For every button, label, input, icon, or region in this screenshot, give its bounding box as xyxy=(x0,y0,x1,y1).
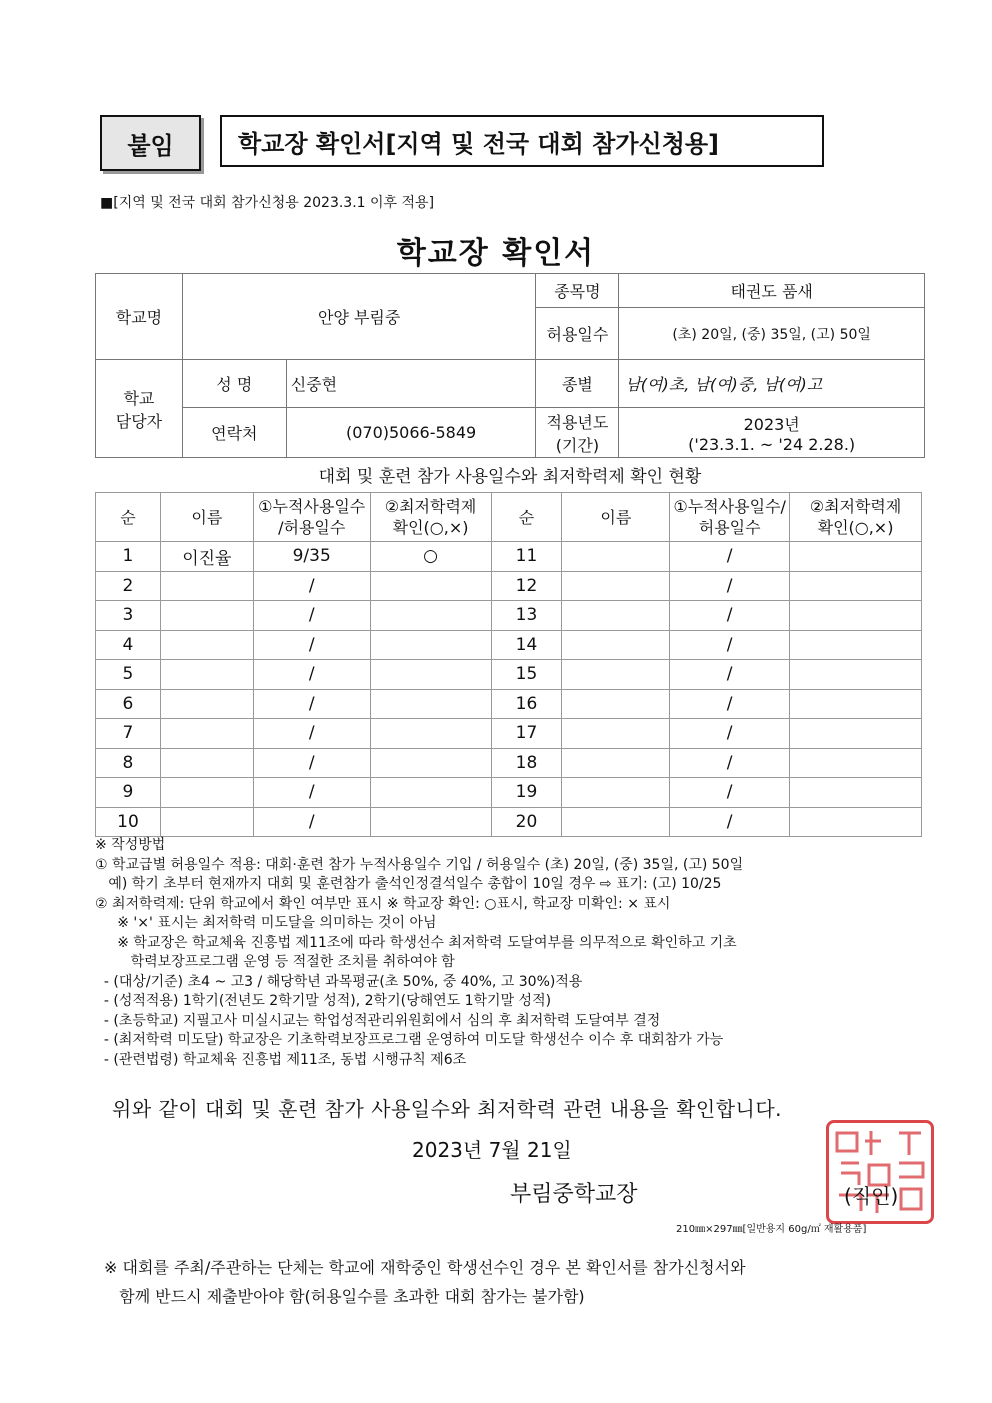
row-no-right: 13 xyxy=(491,601,562,631)
info-table xyxy=(95,273,925,458)
col-days-right-line2: 허용일수 xyxy=(698,518,761,537)
row-no-right: 16 xyxy=(491,689,562,719)
col-min-right-line1: ②최저학력제 xyxy=(809,497,902,516)
row-no-right: 12 xyxy=(491,571,562,601)
row-no: 8 xyxy=(96,748,161,778)
manager-label xyxy=(96,360,183,458)
col-days-line2: /허용일수 xyxy=(278,518,346,537)
row-no: 3 xyxy=(96,601,161,631)
allowed-days-label: 허용일수 xyxy=(536,308,619,360)
row-days-right: / xyxy=(670,601,790,631)
col-min-line2: 확인(○,×) xyxy=(392,518,469,537)
row-no: 6 xyxy=(96,689,161,719)
instruction-line: 예) 학기 초부터 현재까지 대회 및 훈련참가 출석인정결석일수 총합이 10일 경우 ⇨ 표기: (고) 10/25 xyxy=(95,876,722,892)
row-no: 2 xyxy=(96,571,161,601)
col-min-line1: ②최저학력제 xyxy=(384,497,477,516)
row-days: / xyxy=(253,601,370,631)
row-min xyxy=(370,807,491,837)
manager-name-label: 성 명 xyxy=(182,360,286,408)
col-min-right xyxy=(790,493,922,542)
row-name-right xyxy=(562,689,670,719)
col-days-right-line1: ①누적사용일수/ xyxy=(673,497,786,516)
participation-table xyxy=(95,492,922,837)
row-name xyxy=(160,571,253,601)
row-min xyxy=(370,778,491,808)
manager-label-line2: 담당자 xyxy=(115,411,163,431)
manager-name-value: 신중현 xyxy=(286,360,536,408)
period-label-line1: 적용년도 xyxy=(546,412,609,432)
row-days-right: / xyxy=(670,719,790,749)
row-name-right xyxy=(562,807,670,837)
row-days: / xyxy=(253,807,370,837)
row-min-right xyxy=(790,571,922,601)
row-name-right xyxy=(562,542,670,572)
table-row xyxy=(96,660,922,690)
applicability-note: ■[지역 및 전국 대회 참가신청용 2023.3.1 이후 적용] xyxy=(100,195,435,211)
table-row xyxy=(96,719,922,749)
row-min-right xyxy=(790,719,922,749)
event-value: 태권도 품새 xyxy=(619,274,925,308)
row-name xyxy=(160,778,253,808)
row-days: / xyxy=(253,748,370,778)
row-min-right xyxy=(790,630,922,660)
row-no-right: 20 xyxy=(491,807,562,837)
row-min-right xyxy=(790,542,922,572)
gender-label: 종별 xyxy=(536,360,619,408)
table-row xyxy=(96,748,922,778)
instruction-line: ② 최저학력제: 단위 학교에서 확인 여부만 표시 ※ 학교장 확인: ○표시, 학교장 미확인: × 표시 xyxy=(95,895,671,912)
row-min xyxy=(370,748,491,778)
row-min-right xyxy=(790,601,922,631)
row-days-right: / xyxy=(670,689,790,719)
principal-title: 부림중학교장 xyxy=(510,1182,638,1207)
row-name-right xyxy=(562,778,670,808)
row-min-right xyxy=(790,689,922,719)
attachment-title-box: 학교장 확인서[지역 및 전국 대회 참가신청용] xyxy=(220,115,824,167)
footer-note xyxy=(104,1253,746,1311)
period-year: 2023년 xyxy=(743,414,800,434)
row-days: / xyxy=(253,719,370,749)
footer-line1: ※ 대회를 주최/주관하는 단체는 학교에 재학중인 학생선수인 경우 본 확인서를 참가신청서와 xyxy=(104,1258,746,1277)
table-header-row xyxy=(96,493,922,542)
row-days: / xyxy=(253,689,370,719)
table-row xyxy=(96,542,922,572)
school-name-label: 학교명 xyxy=(96,274,183,360)
row-no: 7 xyxy=(96,719,161,749)
row-days: / xyxy=(253,571,370,601)
instruction-line: ※ '×' 표시는 최저학력 미도달을 의미하는 것이 아님 xyxy=(95,915,437,931)
row-min-right xyxy=(790,807,922,837)
table-row xyxy=(96,807,922,837)
col-days-line1: ①누적사용일수 xyxy=(258,497,366,516)
row-days: / xyxy=(253,630,370,660)
col-min-right-line2: 확인(○,×) xyxy=(817,518,894,537)
status-section-title: 대회 및 훈련 참가 사용일수와 최저학력제 확인 현황 xyxy=(318,467,702,487)
row-no-right: 19 xyxy=(491,778,562,808)
row-no-right: 17 xyxy=(491,719,562,749)
instruction-line: ① 학교급별 허용일수 적용: 대회·훈련 참가 누적사용일수 기입 / 허용일수 (초) 20일, (중) 35일, (고) 50일 xyxy=(95,856,744,873)
row-no: 9 xyxy=(96,778,161,808)
paper-spec: 210㎜×297㎜[일반용지 60g/㎡ 재활용품] xyxy=(676,1224,867,1235)
row-no-right: 15 xyxy=(491,660,562,690)
row-name xyxy=(160,630,253,660)
instruction-line: ※ 학교장은 학교체육 진흥법 제11조에 따라 학생선수 최저학력 도달여부를 의무적으로 확인하고 기초 xyxy=(95,934,737,951)
row-name xyxy=(160,660,253,690)
confirmation-statement: 위와 같이 대회 및 훈련 참가 사용일수와 최저학력 관련 내용을 확인합니다. xyxy=(112,1097,783,1121)
row-name xyxy=(160,748,253,778)
row-name xyxy=(160,807,253,837)
row-days: / xyxy=(253,778,370,808)
issue-date: 2023년 7월 21일 xyxy=(412,1138,572,1162)
table-row xyxy=(96,601,922,631)
table-row xyxy=(96,778,922,808)
row-name xyxy=(160,689,253,719)
row-no-right: 14 xyxy=(491,630,562,660)
row-min xyxy=(370,571,491,601)
row-name: 이진율 xyxy=(160,542,253,572)
row-days-right: / xyxy=(670,630,790,660)
seal-label: (직인) xyxy=(844,1184,899,1208)
row-days: 9/35 xyxy=(253,542,370,572)
manager-contact-label: 연락처 xyxy=(182,408,286,458)
row-name-right xyxy=(562,719,670,749)
row-min-right xyxy=(790,660,922,690)
period-label xyxy=(536,408,619,458)
row-days: / xyxy=(253,660,370,690)
instruction-line: - (관련법령) 학교체육 진흥법 제11조, 동법 시행규칙 제6조 xyxy=(95,1051,467,1068)
instruction-line: - (대상/기준) 초4 ~ 고3 / 해당학년 과목평균(초 50%, 중 40%, 고 30%)적용 xyxy=(95,973,583,990)
col-no-right: 순 xyxy=(491,493,562,542)
document-title: 학교장 확인서 xyxy=(396,236,596,271)
table-row xyxy=(96,689,922,719)
instruction-line: - (성적적용) 1학기(전년도 2학기말 성적), 2학기(당해연도 1학기말 성적) xyxy=(95,993,552,1009)
row-name xyxy=(160,601,253,631)
row-days-right: / xyxy=(670,660,790,690)
row-name xyxy=(160,719,253,749)
allowed-days-value: (초) 20일, (중) 35일, (고) 50일 xyxy=(619,308,925,360)
col-name: 이름 xyxy=(160,493,253,542)
row-days-right: / xyxy=(670,807,790,837)
attachment-badge: 붙임 xyxy=(100,115,201,171)
col-days xyxy=(253,493,370,542)
row-days-right: / xyxy=(670,571,790,601)
row-name-right xyxy=(562,660,670,690)
col-name-right: 이름 xyxy=(562,493,670,542)
row-min: ○ xyxy=(370,542,491,572)
row-name-right xyxy=(562,571,670,601)
gender-value: 남(여)초, 남(여)중, 남(여)고 xyxy=(619,360,925,408)
row-min xyxy=(370,601,491,631)
row-no: 4 xyxy=(96,630,161,660)
row-name-right xyxy=(562,748,670,778)
row-no-right: 18 xyxy=(491,748,562,778)
period-range: ('23.3.1. ~ '24 2.28.) xyxy=(688,434,856,454)
row-min-right xyxy=(790,748,922,778)
row-days-right: / xyxy=(670,778,790,808)
school-name-value: 안양 부림중 xyxy=(182,274,536,360)
table-row xyxy=(96,630,922,660)
instructions-heading: ※ 작성방법 xyxy=(95,837,166,853)
row-no: 5 xyxy=(96,660,161,690)
row-days-right: / xyxy=(670,542,790,572)
row-no: 1 xyxy=(96,542,161,572)
period-label-line2: (기간) xyxy=(555,435,600,455)
row-no: 10 xyxy=(96,807,161,837)
instruction-line: - (초등학교) 지필고사 미실시교는 학업성적관리위원회에서 심의 후 최저학력 도달여부 결정 xyxy=(95,1012,661,1029)
manager-label-line1: 학교 xyxy=(123,388,155,408)
footer-line2: 함께 반드시 제출받아야 함(허용일수를 초과한 대회 참가는 불가함) xyxy=(104,1287,585,1306)
instruction-line: - (최저학력 미도달) 학교장은 기초학력보장프로그램 운영하여 미도달 학생선수 이수 후 대회참가 가능 xyxy=(95,1032,724,1048)
row-min-right xyxy=(790,778,922,808)
instructions xyxy=(95,836,925,1070)
row-min xyxy=(370,719,491,749)
manager-contact-value: (070)5066-5849 xyxy=(286,408,536,458)
col-days-right xyxy=(670,493,790,542)
instruction-line: 학력보장프로그램 운영 등 적절한 조치를 취하여야 함 xyxy=(95,954,455,970)
row-min xyxy=(370,660,491,690)
event-label: 종목명 xyxy=(536,274,619,308)
row-name-right xyxy=(562,601,670,631)
row-name-right xyxy=(562,630,670,660)
period-value xyxy=(619,408,925,458)
row-no-right: 11 xyxy=(491,542,562,572)
row-min xyxy=(370,689,491,719)
table-row xyxy=(96,571,922,601)
col-min xyxy=(370,493,491,542)
row-days-right: / xyxy=(670,748,790,778)
row-min xyxy=(370,630,491,660)
col-no: 순 xyxy=(96,493,161,542)
